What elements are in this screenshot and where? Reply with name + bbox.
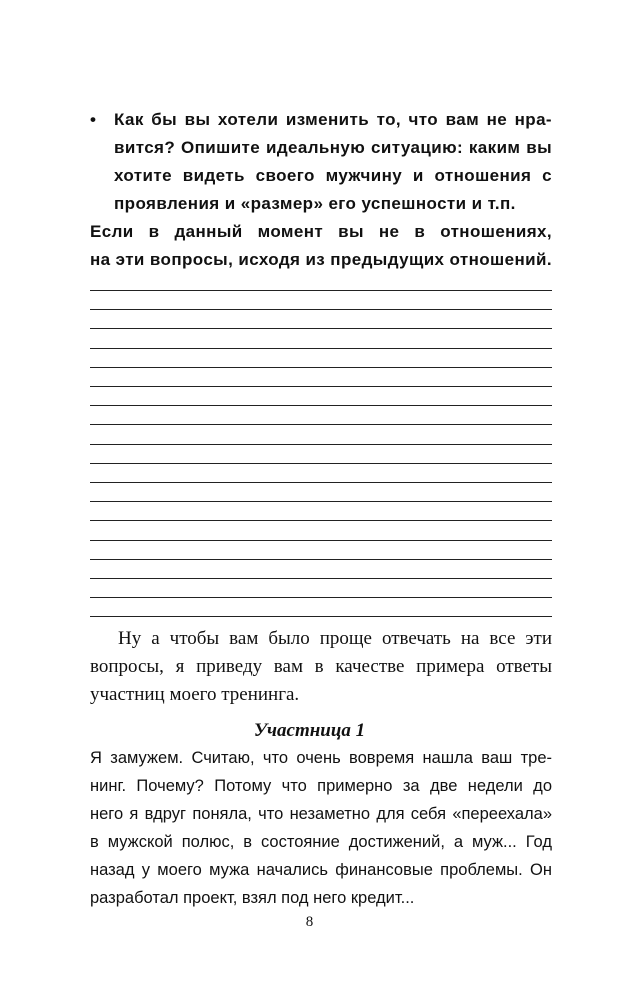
answer-line[interactable] [90, 367, 552, 368]
answer-line[interactable] [90, 405, 552, 406]
intro-line-text: участниц моего тренинга. [90, 684, 300, 705]
question-line-text: хотите видеть своего мужчину и отношения с [114, 166, 552, 185]
answer-line[interactable] [90, 309, 552, 310]
answer-line[interactable] [90, 520, 552, 521]
note-line-text: на эти вопросы, исходя из предыдущих отношений. [90, 250, 552, 269]
bullet-marker: • [90, 110, 97, 129]
intro-line-text: Ну а чтобы вам было проще отвечать на все эти [118, 628, 552, 649]
answer-line[interactable] [90, 463, 552, 464]
note-line-text: Если в данный момент вы не в отношениях, [90, 222, 552, 241]
body-line-text: в мужской полюс, в состояние достижений, а муж... Год [90, 833, 552, 851]
body-line [90, 856, 552, 884]
body-line-text: Я замужем. Считаю, что очень вовремя нашла ваш тре- [90, 749, 552, 767]
answer-line[interactable] [90, 444, 552, 445]
answer-line[interactable] [90, 540, 552, 541]
answer-line[interactable] [90, 597, 552, 598]
answer-line[interactable] [90, 616, 552, 617]
note-line [90, 246, 552, 274]
question-line [90, 106, 552, 134]
body-line-text: разработал проект, взял под него кредит... [90, 889, 415, 907]
question-line [90, 190, 552, 218]
answer-line[interactable] [90, 482, 552, 483]
answer-line[interactable] [90, 559, 552, 560]
question-line-text: проявления и «размер» его успешности и т.п. [114, 194, 516, 213]
question-line [90, 162, 552, 190]
section-body [90, 744, 552, 912]
intro-paragraph [90, 625, 552, 709]
body-line-text: нинг. Почему? Потому что примерно за две недели до [90, 777, 552, 795]
body-line-text: назад у моего мужа начались финансовые проблемы. Он [90, 861, 552, 879]
body-line [90, 828, 552, 856]
answer-line[interactable] [90, 578, 552, 579]
answer-line[interactable] [90, 501, 552, 502]
question-line-text: вится? Опишите идеальную ситуацию: каким вы [114, 138, 552, 157]
body-line [90, 884, 552, 912]
intro-line-text: вопросы, я приведу вам в качестве примера ответы [90, 656, 552, 677]
answer-line[interactable] [90, 290, 552, 291]
body-line [90, 800, 552, 828]
body-line [90, 772, 552, 800]
answer-line[interactable] [90, 386, 552, 387]
page-number: 8 [305, 914, 314, 930]
body-line-text: него я вдруг поняла, что незаметно для себя «переехала» [90, 805, 552, 823]
answer-line[interactable] [90, 424, 552, 425]
intro-line [90, 625, 552, 653]
question-block [90, 106, 552, 274]
intro-line [90, 653, 552, 681]
section-heading: Участница 1 [253, 720, 366, 741]
answer-line[interactable] [90, 328, 552, 329]
question-line-text: Как бы вы хотели изменить то, что вам не нра- [114, 110, 552, 129]
question-line [90, 134, 552, 162]
body-line [90, 744, 552, 772]
intro-line [90, 681, 552, 709]
note-line [90, 218, 552, 246]
answer-line[interactable] [90, 348, 552, 349]
